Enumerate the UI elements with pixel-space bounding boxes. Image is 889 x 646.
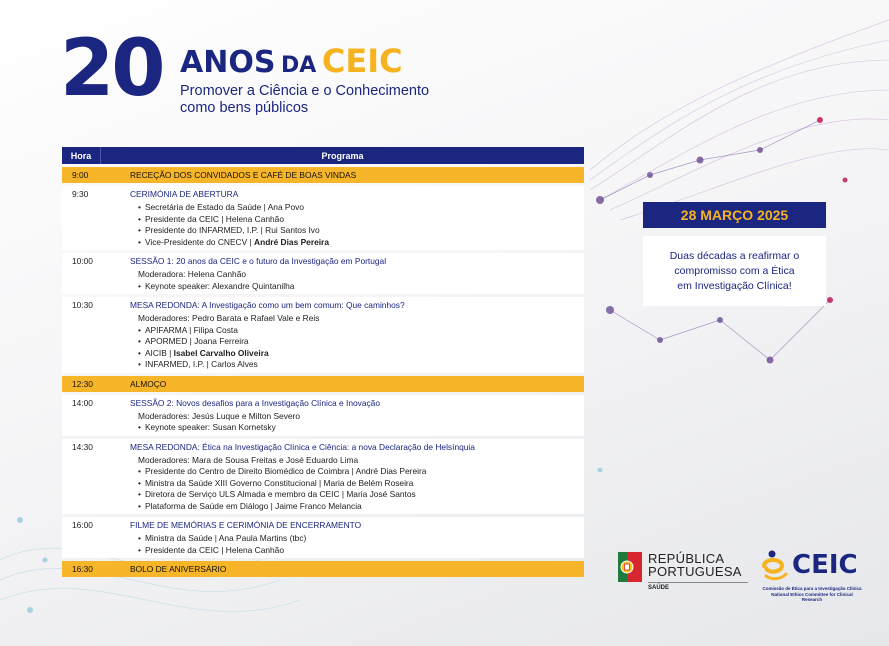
row-title: MESA REDONDA: A Investigação como um bem comum: Que caminhos? [130,300,405,310]
program-row [62,439,584,515]
speaker-item: • Presidente da CEIC | Helena Canhão [138,214,584,226]
speaker-role: Vice-Presidente do CNECV | [144,236,255,247]
speaker-item: • Ministra da Saúde XIII Governo Constitucional | Maria de Belém Roseira [138,478,584,490]
row-title: RECEÇÃO DOS CONVIDADOS E CAFÉ DE BOAS VINDAS [130,170,357,180]
row-time: 10:30 [72,300,93,310]
speaker-name: Isabel Carvalho Oliveira [173,347,269,358]
program-row [62,297,584,373]
row-time: 9:00 [72,170,89,180]
moderators: Moderadores: Pedro Barata e Rafael Vale e Reis [138,313,320,323]
row-time: 10:00 [72,256,93,266]
title-anos: ANOS [180,45,276,80]
ceic-description: Comissão de Ética para a Investigação Clínica National Ethics Committee for Clinical Research [762,586,862,602]
speaker-role: AICIB | [144,347,174,358]
event-subtitle [180,83,429,117]
anniversary-number: 20 [60,24,163,114]
moderators: Moderadora: Helena Canhão [138,269,247,279]
row-time: 16:30 [72,564,93,574]
speaker-item: • Presidente da CEIC | Helena Canhão [138,545,584,557]
row-title: ALMOÇO [130,378,167,389]
moderators: Moderadores: Mara de Sousa Freitas e José Eduardo Lima [138,454,359,465]
ceic-figure-icon [762,550,790,584]
row-time: 9:30 [72,189,89,199]
speaker-item: • INFARMED, I.P. | Carlos Alves [138,359,584,371]
row-title: FILME DE MEMÓRIAS E CERIMÓNIA DE ENCERRAMENTO [130,520,362,530]
moderators: Moderadores: Jesús Luque e Milton Severo [138,410,301,421]
speaker-item: • Plataforma de Saúde em Diálogo | Jaime Franco Melancia [138,501,584,513]
speaker-item: • Presidente do INFARMED, I.P. | Rui Santos Ivo [138,225,584,237]
row-title: SESSÃO 2: Novos desafios para a Investigação Clínica e Inovação [130,397,380,408]
row-time: 16:00 [72,520,93,530]
speaker-item [138,237,584,249]
speaker-item: • APIFARMA | Filipa Costa [138,325,584,337]
tagline-line-2: compromisso com a Ética [674,264,795,277]
tagline-line-1: Duas décadas a reafirmar o [669,249,800,262]
program-row [62,253,584,294]
header-program: Programa [321,150,364,161]
title-brand: CEIC [321,42,403,80]
speaker-name: André Dias Pereira [254,236,329,247]
program-row [62,167,584,183]
program-row [62,186,584,250]
speaker-item: • Presidente do Centro de Direito Biomédico de Coimbra | André Dias Pereira [138,466,584,478]
row-title: CERIMÓNIA DE ABERTURA [130,189,239,199]
program-table [62,147,584,577]
program-row [62,517,584,558]
event-date: 28 MARÇO 2025 [643,202,826,228]
row-title: SESSÃO 1: 20 anos da CEIC e o futuro da Investigação em Portugal [130,256,387,266]
row-title: MESA REDONDA: Ética na Investigação Clínica e Ciência: a nova Declaração de Helsínquia [130,441,475,452]
tagline-line-3: em Investigação Clínica! [677,279,792,292]
program-row [62,376,584,392]
program-row [62,395,584,436]
speaker-item: • Secretária de Estado da Saúde | Ana Povo [138,202,584,214]
speaker-item [138,348,584,360]
speaker-item: • Keynote speaker: Alexandre Quintanilha [138,281,584,293]
row-time: 14:00 [72,397,93,408]
speaker-item: • APORMED | Joana Ferreira [138,336,584,348]
event-title [180,42,403,80]
speaker-item: • Keynote speaker: Susan Kornetsky [138,422,584,434]
program-header [62,147,584,164]
portugal-emblem-icon [618,552,642,582]
republica-portuguesa-logo [618,552,748,591]
header-time: Hora [62,147,101,164]
row-time: 12:30 [72,378,93,389]
row-title: BOLO DE ANIVERSÁRIO [130,564,227,574]
event-tagline [643,236,826,306]
speaker-item: • Diretora de Serviço ULS Almada e membro da CEIC | Maria José Santos [138,489,584,501]
subtitle-line-2: como bens públicos [180,100,309,116]
speaker-item: • Ministra da Saúde | Ana Paula Martins (tbc) [138,533,584,545]
gov-line-3: SAÚDE [648,582,748,591]
title-da: DA [281,53,317,78]
subtitle-line-1: Promover a Ciência e o Conhecimento [180,83,430,99]
gov-line-2: PORTUGUESA [648,564,742,579]
ceic-wordmark: CEIC [792,550,858,580]
row-time: 14:30 [72,441,93,452]
gov-line-1: REPÚBLICA [648,551,725,566]
program-row [62,561,584,577]
